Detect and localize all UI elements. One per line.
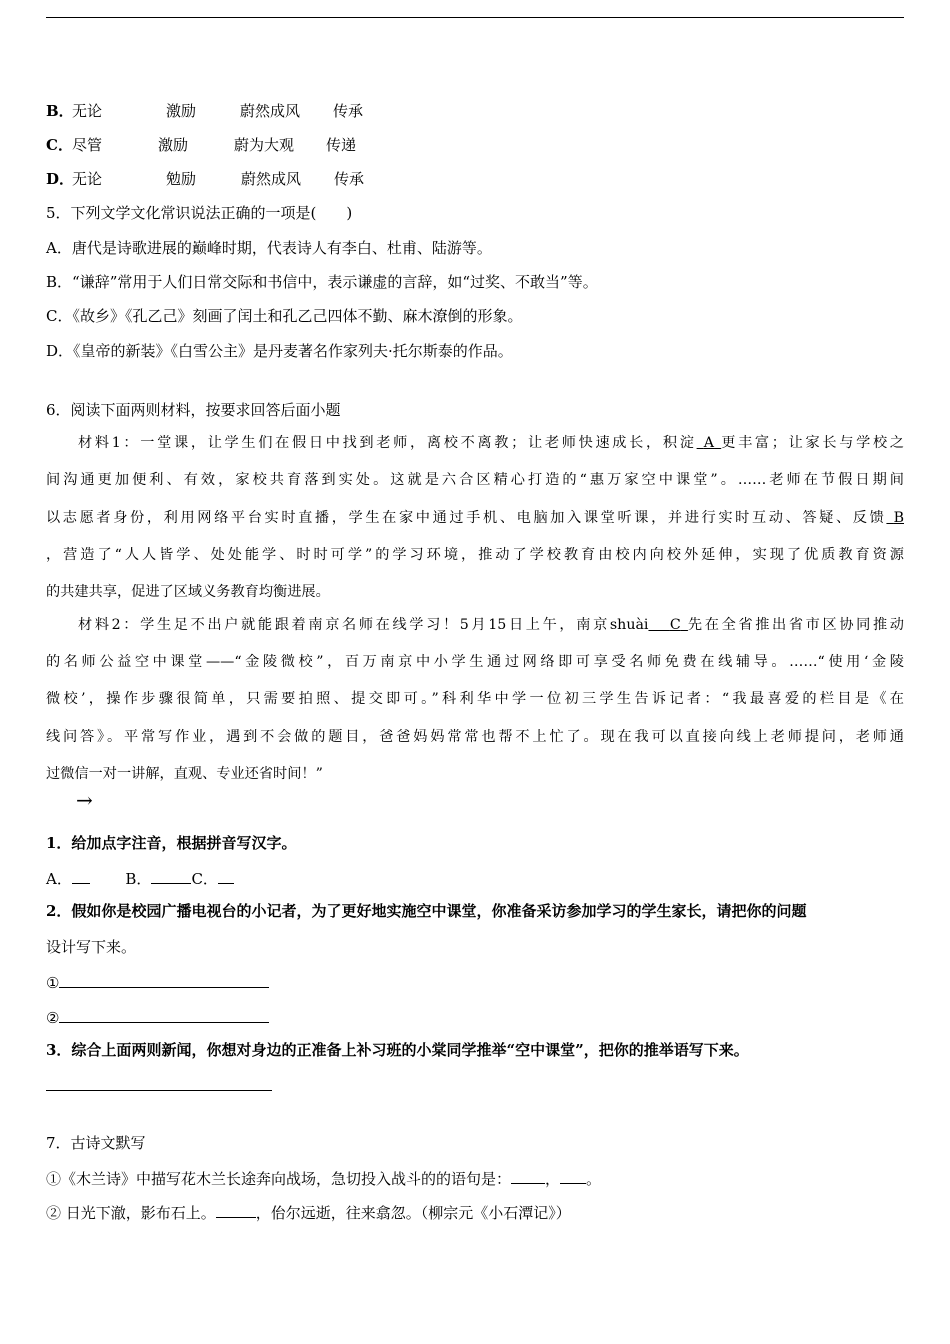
subq-text: 3．综合上面两则新闻，你想对身边的正准备上补习班的小棠同学推举“空中课堂”，把你的推举语写下来。 [46,1041,749,1059]
answer-blank-b[interactable] [151,867,191,884]
q5-option-a: A．唐代是诗歌进展的巅峰时期，代表诗人有李白、杜甫、陆游等。 [46,239,492,257]
option-word: 尽管 [72,136,103,154]
subq2-line: 设计写下来。 [46,938,137,956]
q7-line-2 [46,1201,571,1223]
answer-blank-c[interactable] [218,867,234,884]
subq-text: 1．给加点字注音，根据拼音写汉字。 [46,834,297,852]
material1-line [46,433,904,453]
q5-stem: 5．下列文学文化常识说法正确的一项是( ) [46,204,353,222]
question-line-1 [46,971,269,993]
material2-line: 微校’，操作步骤很简单，只需要拍照、提交即可。”科利华中学一位初三学生告诉记者：“我最喜爱的栏目是《在 [46,691,904,707]
answer-blank[interactable] [59,971,269,988]
subq1-answers [46,867,234,889]
answer-blank[interactable] [216,1201,256,1218]
q5-option-d: D．《皇帝的新装》《白雪公主》是丹麦著名作家列夫·托尔斯泰的作品。 [46,342,513,360]
option-label: D． [46,170,75,188]
blank-mark: B [893,510,904,526]
material1-line: 间沟通更加便利、有效，家校共育落到实处。这就是六合区精心打造的“惠万家空中课堂”。……老师在节假日期间 [46,472,904,488]
q7-line-1 [46,1167,601,1189]
material-text: 更丰富；让家长与学校之 [721,435,904,451]
material-text: 以志愿者身份，利用网络平台实时直播，学生在家中通过手机、电脑加入课堂听课，并进行实时互动、答疑、反馈 [46,510,887,526]
circle-number: ② [46,1009,60,1027]
question-line-2 [46,1006,269,1028]
poem-text: ② 日光下澈，影布石上。 [46,1204,216,1222]
option-word: 蔚为大观 [234,136,295,154]
poem-text: ，佁尔远逝，往来翕忽。（柳宗元《小石潭记》） [255,1204,571,1222]
q6-stem: 6．阅读下面两则材料，按要求回答后面小题 [46,401,341,419]
material2-line: 线问答》。平常写作业，遇到不会做的题目，爸爸妈妈常常也帮不上忙了。现在我可以直接向线上老师提问，老师通 [46,729,904,745]
poem-text: 。 [586,1170,602,1188]
subq3-stem [46,1040,749,1060]
arrow-icon: → [76,788,93,812]
option-word: 传递 [326,136,357,154]
answer-label-b: B． [125,870,152,888]
poem-text: ①《木兰诗》中描写花木兰长途奔向战场，急切投入战斗的的语句是： [46,1170,512,1188]
material2-line: 过微信一对一讲解，直观、专业还省时间！” [46,766,323,782]
header-rule [46,17,904,18]
blank-a [697,435,722,451]
blank-mark: A [703,435,715,451]
answer-label-c: C． [191,870,218,888]
q5-option-c: C．《故乡》《孔乙己》刻画了闰土和孔乙己四体不勤、麻木潦倒的形象。 [46,307,523,325]
blank-b [886,510,904,526]
option-word: 蔚然成风 [240,102,301,120]
option-word: 激励 [158,136,189,154]
option-word: 无论 [72,170,103,188]
q7-stem: 7．古诗文默写 [46,1134,146,1152]
answer-blank[interactable] [560,1167,586,1184]
material1-line [46,508,904,528]
q4-option-d [46,169,364,189]
answer-label-a: A． [46,870,72,888]
option-word: 无论 [72,102,103,120]
material2-line: 的名师公益空中课堂——“金陵微校”，百万南京中小学生通过网络即可享受名师免费在线辅导。……“使用‘金陵 [46,654,904,670]
material-text: 材料2：学生足不出户就能跟着南京名师在线学习！5月15日上午，南京shuài [78,617,649,633]
answer-blank[interactable] [511,1167,545,1184]
option-label: C． [46,136,73,154]
option-word: 蔚然成风 [241,170,302,188]
subq2-line [46,901,904,921]
material-text: 先在全省推出省市区协同推动 [687,617,904,633]
option-word: 勉励 [166,170,197,188]
subq1-stem [46,833,296,853]
q5-option-b: B．“谦辞”常用于人们日常交际和书信中，表示谦虚的言辞，如“过奖、不敢当”等。 [46,273,598,291]
recommend-line [46,1074,272,1096]
subq-text: 2．假如你是校园广播电视台的小记者，为了更好地实施空中课堂，你准备采访参加学习的学生家长，请把你的问题 [46,902,807,920]
material1-line: ，营造了“人人皆学、处处能学、时时可学”的学习环境，推动了学校教育由校内向校外延伸，实现了优质教育资源 [46,547,904,563]
option-word: 传承 [334,170,365,188]
q4-option-b [46,101,363,121]
answer-blank[interactable] [59,1006,269,1023]
option-label: B． [46,102,74,120]
answer-blank[interactable] [46,1074,272,1091]
answer-blank-a[interactable] [72,867,90,884]
circle-number: ① [46,974,60,992]
option-word: 传承 [333,102,364,120]
poem-text: ， [545,1170,561,1188]
blank-mark: C [669,617,681,633]
material-text: 材料1：一堂课，让学生们在假日中找到老师，离校不离教；让老师快速成长，积淀 [78,435,697,451]
material1-line: 的共建共享，促进了区域义务教育均衡进展。 [46,584,330,600]
q4-option-c [46,135,356,155]
blank-c [648,617,687,633]
material2-line [46,615,904,635]
option-word: 激励 [166,102,197,120]
